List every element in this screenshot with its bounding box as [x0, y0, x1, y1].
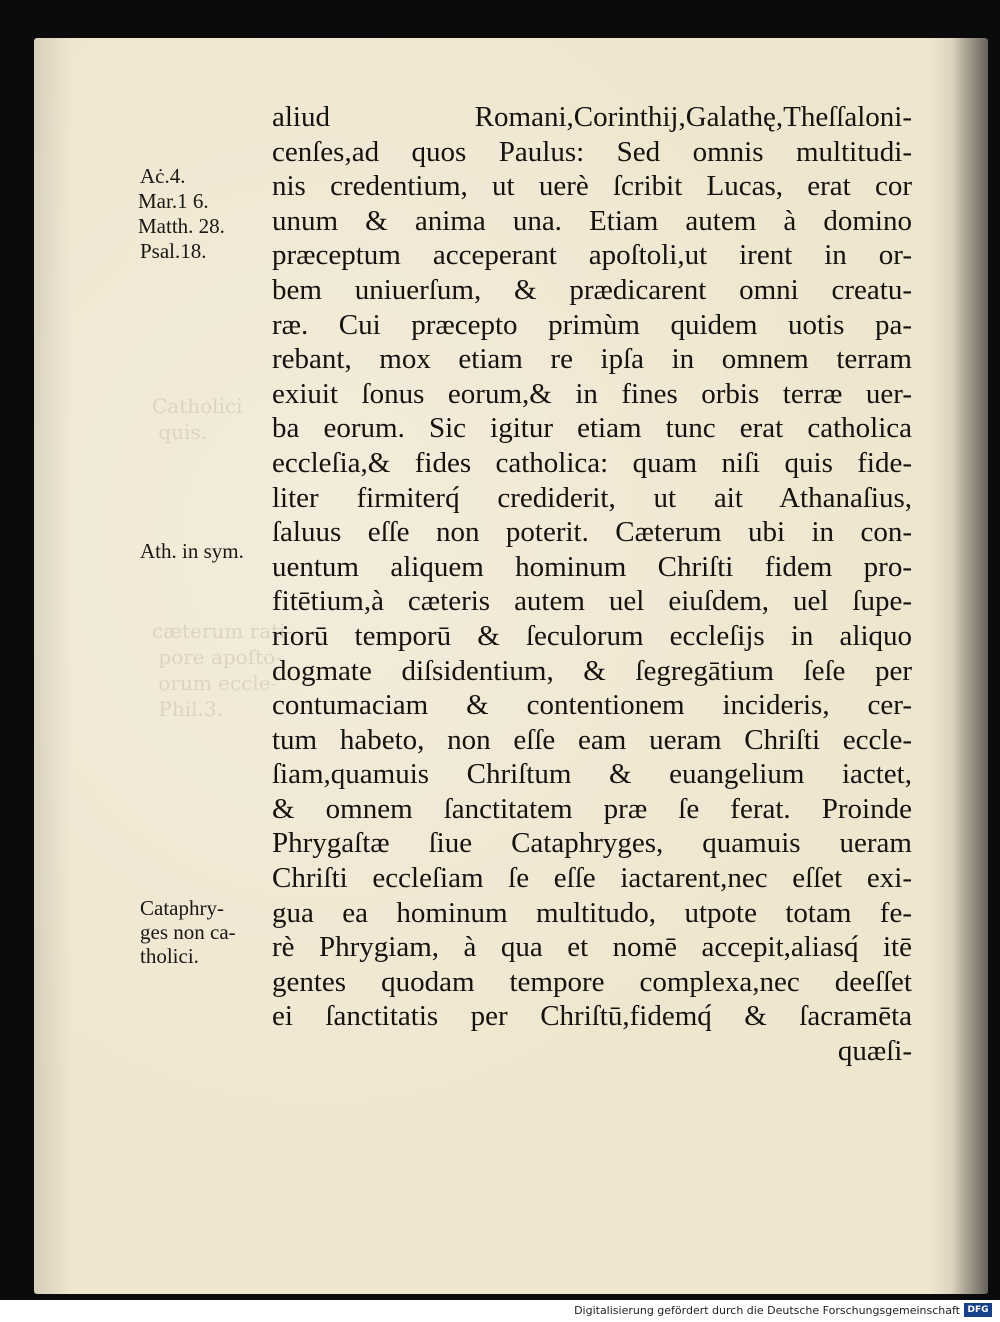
text-line: rè Phrygiam, à qua et nomē accepit,aliasq́ itē	[272, 931, 912, 964]
text-line: exiuit ſonus eorum,& in fines orbis terræ uer-	[272, 377, 912, 410]
text-line: tum habeto, non eſſe eam ueram Chriſti eccle-	[272, 723, 912, 756]
show-through-decoration: cæterum rati- pore apoſto- orum eccle- Phil.3.	[152, 619, 293, 721]
text-line: nis credentium, ut uerè ſcribit Lucas, erat cor	[272, 170, 912, 203]
text-line: gentes quodam tempore complexa,nec deeſſet	[272, 965, 912, 998]
marginal-note: Ath. in sym.	[140, 539, 244, 563]
funding-credit: Digitalisierung gefördert durch die Deutsche Forschungsgemeinschaft	[574, 1304, 960, 1317]
marginal-note: Cataphry-	[140, 896, 224, 920]
text-line: aliud Romani,Corinthij,Galathę,Theſſaloni-	[272, 101, 912, 133]
marginal-note: tholici.	[140, 944, 199, 968]
text-line: eccleſia,& fides catholica: quam niſi quis fide-	[272, 446, 912, 479]
text-line: ſaluus eſſe non poterit. Cæterum ubi in con-	[272, 516, 912, 549]
gutter-shadow	[952, 38, 988, 1294]
text-line: Phrygaſtæ ſiue Cataphryges, quamuis ueram	[272, 827, 912, 860]
text-line: ba eorum. Sic igitur etiam tunc erat catholica	[272, 412, 912, 445]
text-line: riorū temporū & ſeculorum eccleſijs in aliquo	[272, 619, 912, 652]
text-line: rebant, mox etiam re ipſa in omnem terram	[272, 343, 912, 376]
main-text-block	[272, 100, 912, 1069]
text-line: ſiam,quamuis Chriſtum & euangelium iactet,	[272, 758, 912, 791]
marginal-note: Psal.18.	[140, 239, 207, 263]
text-line: cenſes,ad quos Paulus: Sed omnis multitudi-	[272, 135, 912, 168]
catchword: quæſi-	[837, 1035, 912, 1068]
marginal-note: Matth. 28.	[138, 214, 225, 238]
text-line: bem uniuerſum, & prædicarent omni creatu-	[272, 273, 912, 306]
text-line: liter firmiterq́ crediderit, ut ait Athanaſius,	[272, 481, 912, 514]
marginal-note: Aċ.4.	[140, 164, 186, 188]
text-line: fitētium,à cæteris autem uel eiuſdem, uel ſupe-	[272, 585, 912, 618]
text-line: & omnem ſanctitatem præ ſe ferat. Proinde	[272, 792, 912, 825]
text-line: dogmate diſsidentium, & ſegregātium ſeſe per	[272, 654, 912, 687]
marginal-note: ges non ca-	[140, 920, 236, 944]
text-line: ræ. Cui præcepto primùm quidem uotis pa-	[272, 308, 912, 341]
text-line: contumaciam & contentionem incideris, cer-	[272, 689, 912, 722]
marginal-note: Mar.1 6.	[138, 189, 209, 213]
text-line: præceptum acceperant apoſtoli,ut irent in or-	[272, 239, 912, 272]
text-line: gua ea hominum multitudo, utpote totam fe-	[272, 896, 912, 929]
text-line: Chriſti eccleſiam ſe eſſe iactarent,nec eſſet exi-	[272, 862, 912, 895]
dfg-logo[interactable]: DFG	[964, 1303, 992, 1317]
show-through-decoration: Catholici quis.	[152, 394, 243, 444]
text-line: ei ſanctitatis per Chriſtū,fidemq́ & ſacramēta	[272, 1000, 912, 1033]
text-line: uentum aliquem hominum Chriſti fidem pro-	[272, 550, 912, 583]
text-line: unum & anima una. Etiam autem à domino	[272, 204, 912, 237]
